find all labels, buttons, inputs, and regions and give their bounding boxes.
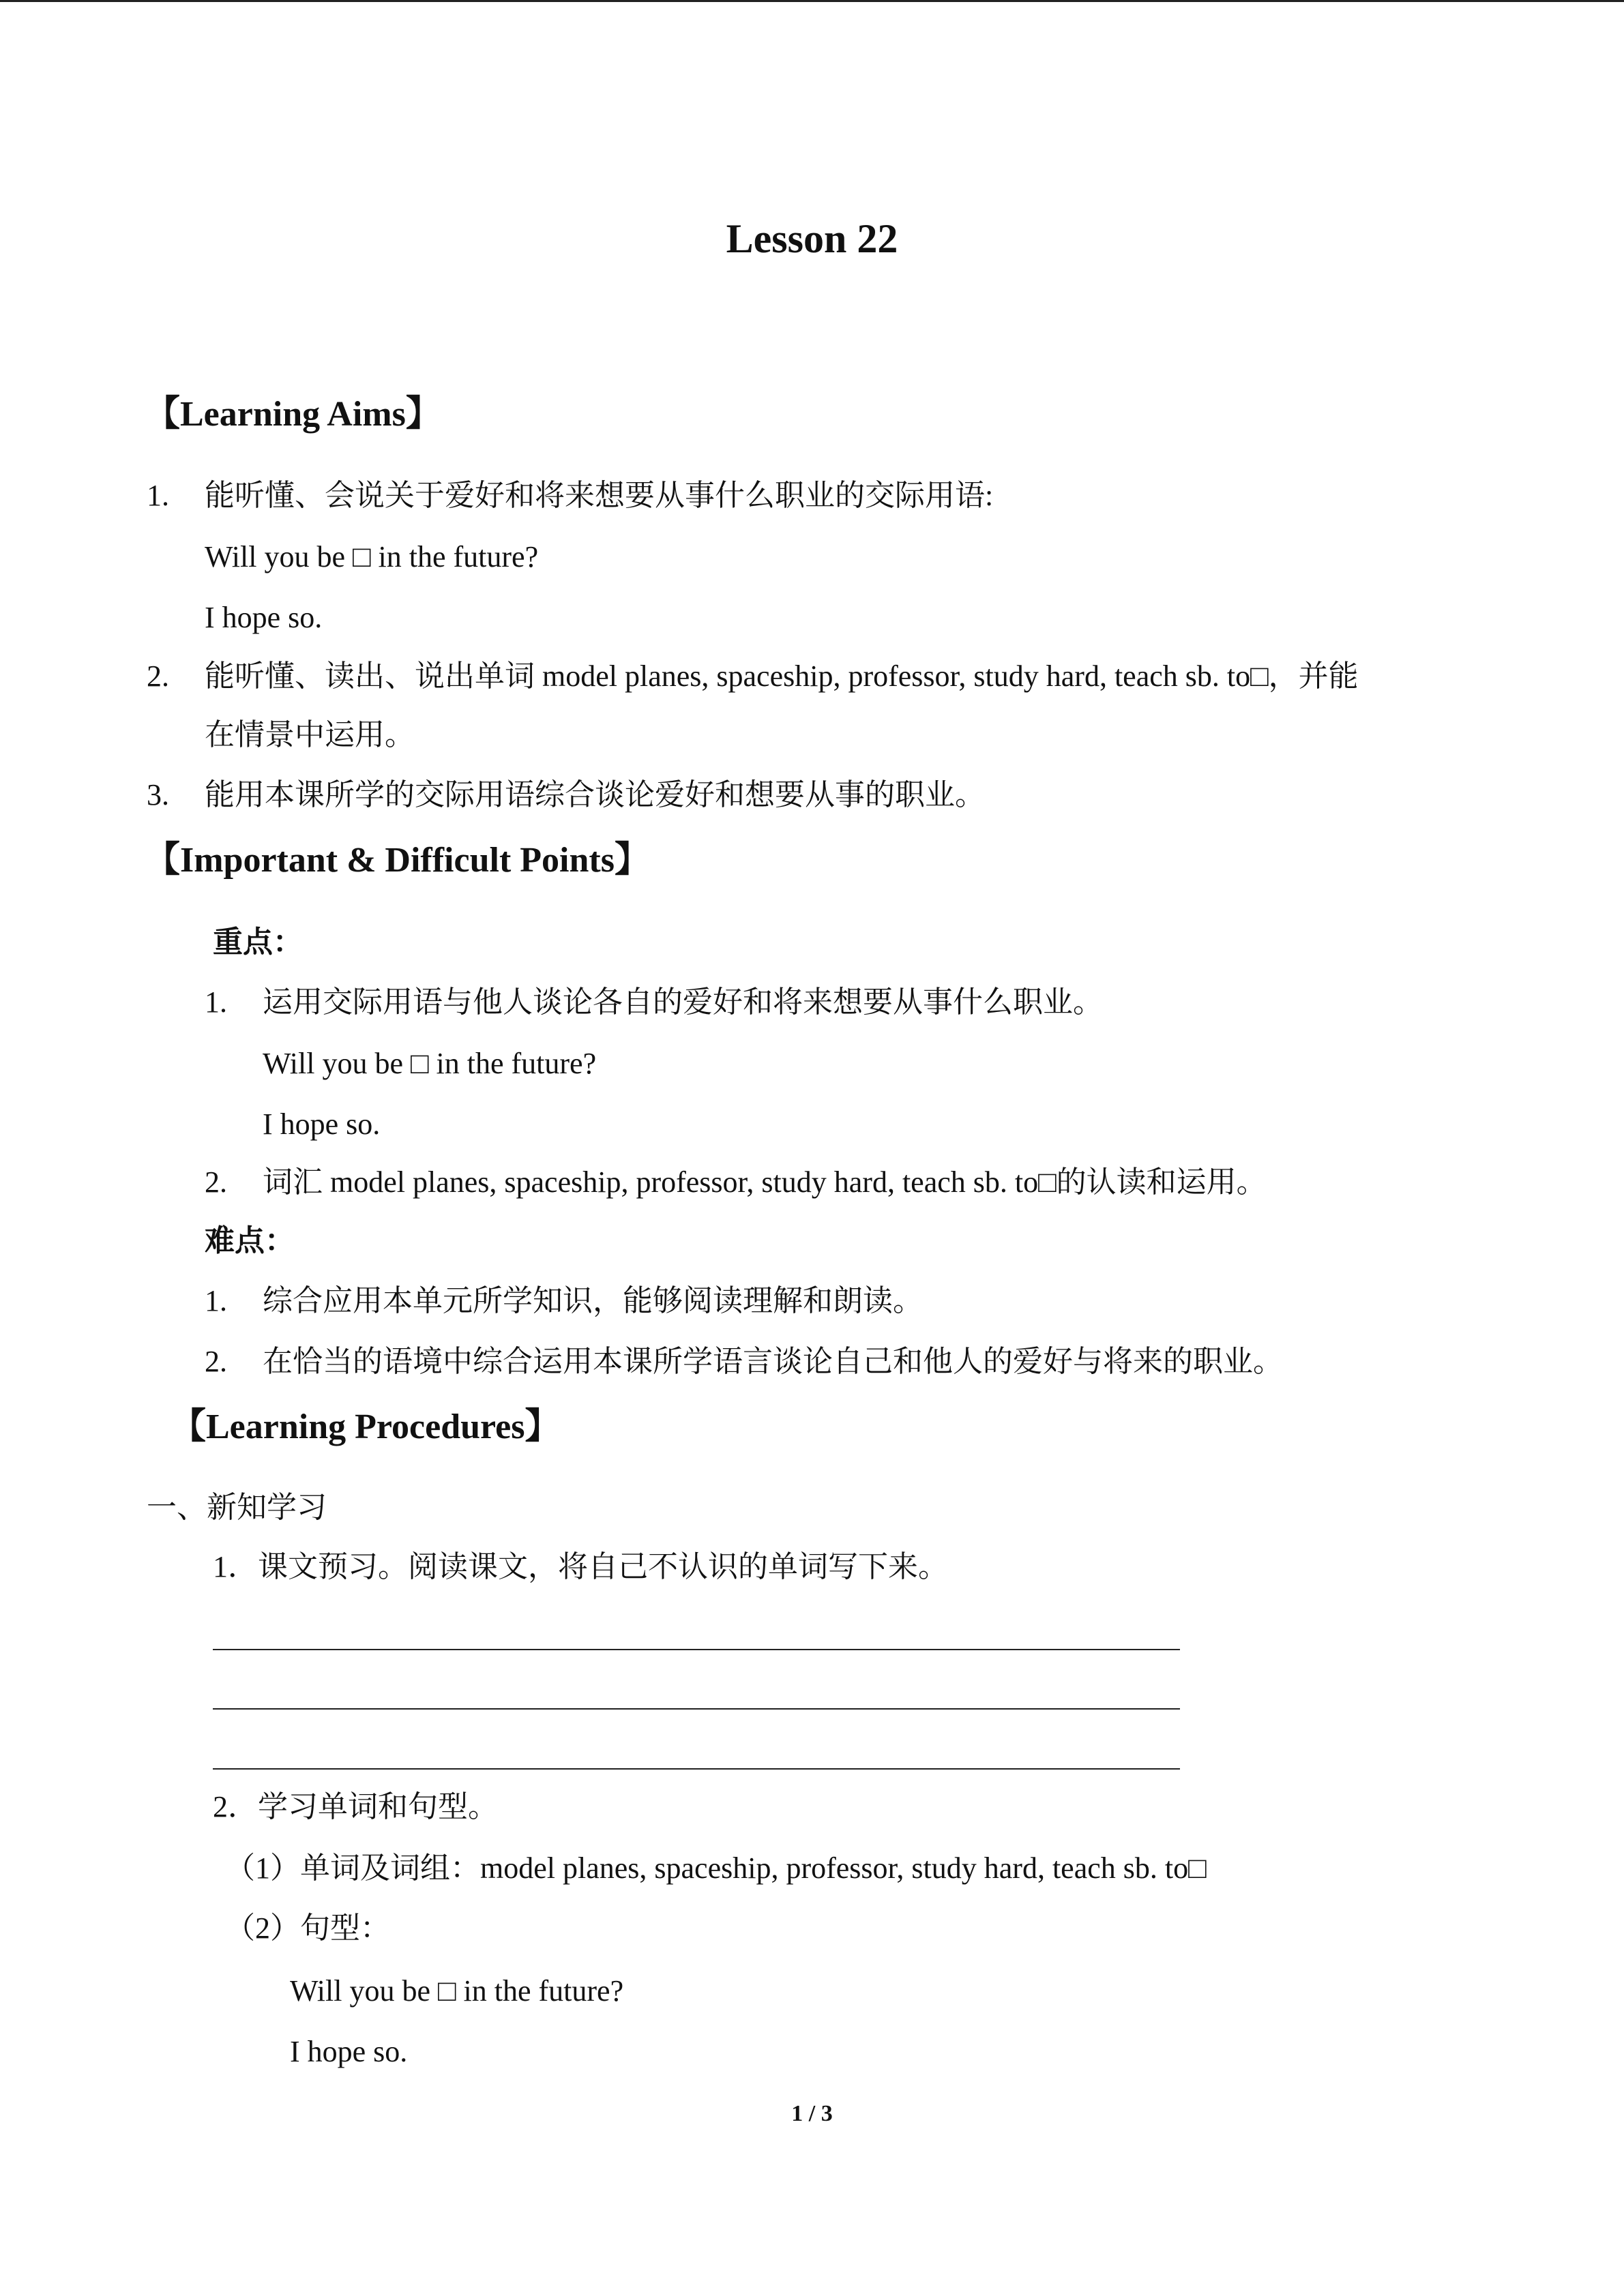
- key-point-example-answer: I hope so.: [263, 1107, 381, 1141]
- part-one-heading: 一、新知学习: [147, 1491, 327, 1524]
- answer-line[interactable]: [213, 1768, 1180, 1770]
- sentence-patterns-label: （2）句型：: [225, 1911, 390, 1945]
- key-point-number: 2.: [205, 1165, 227, 1199]
- key-point-text: 运用交际用语与他人谈论各自的爱好和将来想要从事什么职业。: [263, 985, 1103, 1019]
- difficult-point-number: 1.: [205, 1284, 227, 1317]
- answer-line[interactable]: [213, 1708, 1180, 1710]
- aim-text: 能听懂、读出、说出单词 model planes, spaceship, professor, study hard, teach sb. to□，并能: [205, 659, 1359, 693]
- difficult-point-text: 综合应用本单元所学知识，能够阅读理解和朗读。: [263, 1284, 923, 1317]
- aim-text: 能用本课所学的交际用语综合谈论爱好和想要从事的职业。: [205, 778, 985, 811]
- document-title: Lesson 22: [726, 216, 898, 261]
- vocabulary-list: （1）单词及词组：model planes, spaceship, professor, study hard, teach sb. to□: [225, 1851, 1207, 1885]
- page-number: 1 / 3: [791, 2101, 833, 2126]
- difficult-point-text: 在恰当的语境中综合运用本课所学语言谈论自己和他人的爱好与将来的职业。: [263, 1345, 1283, 1378]
- key-points-label: 重点：: [213, 925, 303, 959]
- aim-number: 1.: [147, 479, 169, 512]
- aim-example-question: Will you be □ in the future?: [205, 540, 539, 573]
- aim-text-continued: 在情景中运用。: [205, 718, 415, 751]
- difficult-points-label: 难点：: [205, 1224, 295, 1257]
- section-heading-points: 【Important & Difficult Points】: [145, 841, 650, 880]
- key-point-example-question: Will you be □ in the future?: [263, 1047, 597, 1080]
- aim-text: 能听懂、会说关于爱好和将来想要从事什么职业的交际用语:: [205, 479, 994, 512]
- aim-example-answer: I hope so.: [205, 601, 323, 634]
- sentence-pattern-answer: I hope so.: [290, 2035, 408, 2068]
- sentence-pattern-question: Will you be □ in the future?: [290, 1974, 624, 2008]
- step-two-text: 2．学习单词和句型。: [213, 1790, 498, 1823]
- aim-number: 2.: [147, 659, 169, 693]
- key-point-number: 1.: [205, 985, 227, 1019]
- section-heading-procedures: 【Learning Procedures】: [171, 1407, 561, 1446]
- difficult-point-number: 2.: [205, 1345, 227, 1378]
- answer-line[interactable]: [213, 1649, 1180, 1650]
- aim-number: 3.: [147, 778, 169, 811]
- section-heading-learning-aims: 【Learning Aims】: [145, 395, 441, 434]
- key-point-text: 词汇 model planes, spaceship, professor, study hard, teach sb. to□的认读和运用。: [263, 1165, 1267, 1199]
- step-one-text: 1．课文预习。阅读课文，将自己不认识的单词写下来。: [213, 1550, 948, 1583]
- page-top-border: [0, 0, 1624, 2]
